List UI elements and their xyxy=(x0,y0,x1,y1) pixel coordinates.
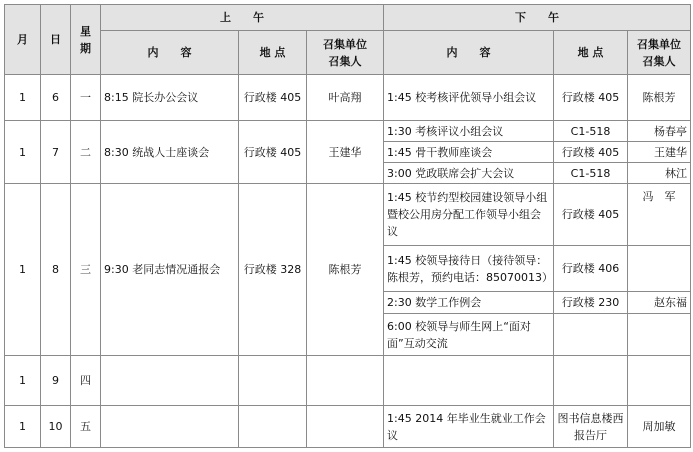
cell-weekday: 一 xyxy=(71,75,101,121)
cell-month: 1 xyxy=(5,406,41,448)
cell-pm-convener: 周加敏 xyxy=(628,406,691,448)
cell-am-content xyxy=(101,406,239,448)
header-row-2 xyxy=(5,31,691,75)
cell-am-content: 9:30 老同志情况通报会 xyxy=(101,184,239,356)
weekly-schedule-table xyxy=(4,4,691,448)
cell-pm-convener: 赵东福 xyxy=(628,292,691,314)
cell-pm-convener xyxy=(628,246,691,292)
header-pm-content: 内 容 xyxy=(384,31,554,75)
cell-am-convener: 王建华 xyxy=(307,121,384,184)
cell-pm-content: 1:45 2014 年毕业生就业工作会议 xyxy=(384,406,554,448)
cell-day: 8 xyxy=(41,184,71,356)
header-afternoon: 下 午 xyxy=(384,5,691,31)
cell-pm-convener: 王建华 xyxy=(628,142,691,163)
cell-am-content: 8:15 院长办公会议 xyxy=(101,75,239,121)
header-row-1 xyxy=(5,5,691,31)
cell-am-location: 行政楼 405 xyxy=(239,121,307,184)
cell-day: 7 xyxy=(41,121,71,184)
header-am-content: 内 容 xyxy=(101,31,239,75)
header-pm-convener: 召集单位 召集人 xyxy=(628,31,691,75)
cell-day: 6 xyxy=(41,75,71,121)
cell-pm-content: 1:45 校考核评优领导小组会议 xyxy=(384,75,554,121)
cell-weekday: 三 xyxy=(71,184,101,356)
cell-pm-content: 2:30 数学工作例会 xyxy=(384,292,554,314)
cell-am-location xyxy=(239,406,307,448)
cell-pm-location: 行政楼 405 xyxy=(554,142,628,163)
cell-month: 1 xyxy=(5,121,41,184)
table-row-friday xyxy=(5,406,691,448)
cell-pm-convener: 陈根芳 xyxy=(628,75,691,121)
cell-pm-content: 6:00 校领导与师生网上“面对面”互动交流 xyxy=(384,314,554,356)
cell-pm-content: 1:45 校节约型校园建设领导小组暨校公用房分配工作领导小组会议 xyxy=(384,184,554,246)
header-pm-location: 地 点 xyxy=(554,31,628,75)
cell-am-content: 8:30 统战人士座谈会 xyxy=(101,121,239,184)
cell-weekday: 四 xyxy=(71,356,101,406)
header-day: 日 xyxy=(41,5,71,75)
header-month: 月 xyxy=(5,5,41,75)
cell-pm-convener: 冯 军 xyxy=(628,184,691,246)
cell-am-convener: 陈根芳 xyxy=(307,184,384,356)
cell-am-convener xyxy=(307,356,384,406)
cell-pm-convener xyxy=(628,314,691,356)
cell-pm-content: 1:45 校领导接待日（接待领导：陈根芳，预约电话：85070013） xyxy=(384,246,554,292)
cell-am-convener xyxy=(307,406,384,448)
cell-pm-location xyxy=(554,356,628,406)
cell-am-location xyxy=(239,356,307,406)
cell-pm-content: 3:00 党政联席会扩大会议 xyxy=(384,163,554,184)
cell-am-content xyxy=(101,356,239,406)
header-weekday: 星 期 xyxy=(71,5,101,75)
cell-pm-location: 行政楼 230 xyxy=(554,292,628,314)
schedule-container xyxy=(4,4,691,448)
header-am-location: 地 点 xyxy=(239,31,307,75)
cell-pm-convener xyxy=(628,356,691,406)
cell-pm-location: 行政楼 405 xyxy=(554,75,628,121)
table-row-monday xyxy=(5,75,691,121)
cell-pm-location: C1-518 xyxy=(554,163,628,184)
cell-month: 1 xyxy=(5,356,41,406)
cell-am-convener: 叶高翔 xyxy=(307,75,384,121)
cell-pm-location: 图书信息楼西报告厅 xyxy=(554,406,628,448)
cell-month: 1 xyxy=(5,75,41,121)
header-am-convener: 召集单位 召集人 xyxy=(307,31,384,75)
cell-day: 9 xyxy=(41,356,71,406)
cell-pm-convener: 林江 xyxy=(628,163,691,184)
cell-pm-location: 行政楼 406 xyxy=(554,246,628,292)
table-row-wednesday-1 xyxy=(5,184,691,246)
cell-weekday: 五 xyxy=(71,406,101,448)
header-morning: 上 午 xyxy=(101,5,384,31)
table-row-thursday xyxy=(5,356,691,406)
cell-pm-location xyxy=(554,314,628,356)
cell-pm-content xyxy=(384,356,554,406)
cell-am-location: 行政楼 405 xyxy=(239,75,307,121)
cell-weekday: 二 xyxy=(71,121,101,184)
cell-am-location: 行政楼 328 xyxy=(239,184,307,356)
cell-pm-content: 1:45 骨干教师座谈会 xyxy=(384,142,554,163)
cell-pm-convener: 杨春亭 xyxy=(628,121,691,142)
cell-pm-content: 1:30 考核评议小组会议 xyxy=(384,121,554,142)
cell-pm-location: 行政楼 405 xyxy=(554,184,628,246)
cell-month: 1 xyxy=(5,184,41,356)
table-row-tuesday-1 xyxy=(5,121,691,142)
cell-pm-location: C1-518 xyxy=(554,121,628,142)
cell-day: 10 xyxy=(41,406,71,448)
